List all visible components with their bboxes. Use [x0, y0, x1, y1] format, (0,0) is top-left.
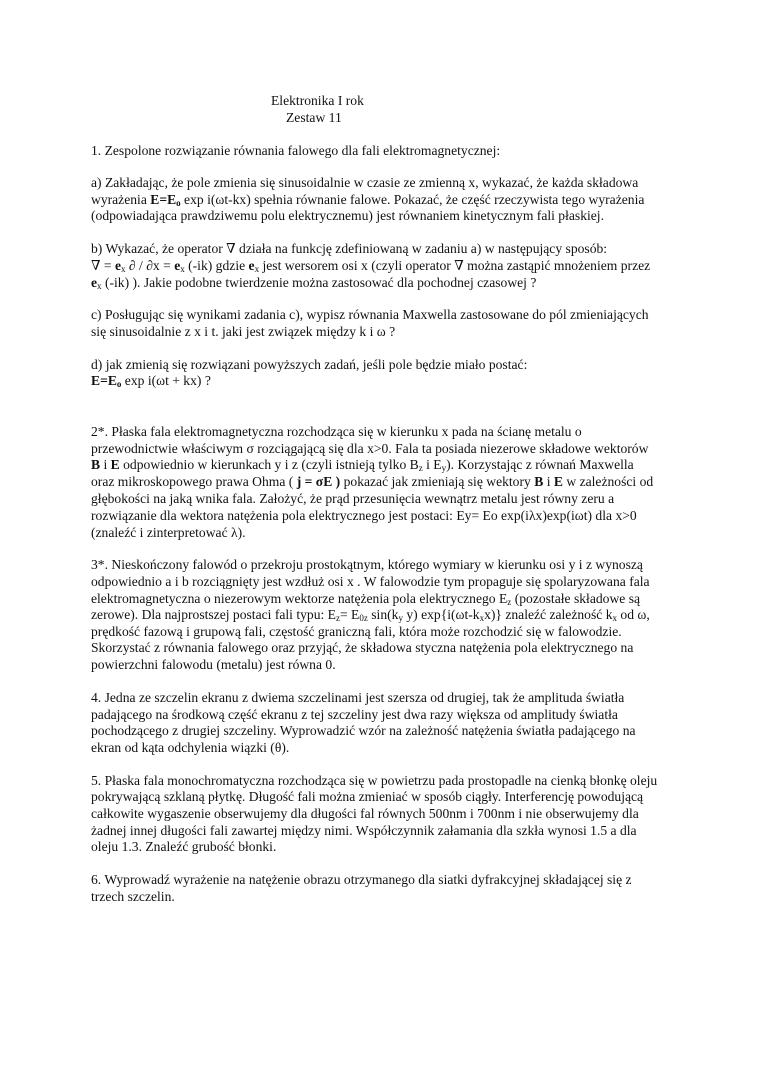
problem-5-line-4: żadnej innej długości fali zawartej między nimi. Współczynnik załamania dla szkła wynosi 1.5 a dla: [91, 823, 637, 838]
problem-2-line-4: oraz mikroskopowego prawa Ohma ( j = σE ) pokazać jak zmieniają się wektory B i E w zależności od: [91, 474, 654, 489]
equation-e-eo: $E=E_o$: [91, 373, 122, 389]
set-number: Zestaw 11: [286, 110, 342, 125]
problem-1b-line-3: $e_x$ (-ik) ). Jakie podobne twierdzenie można zastosować dla pochodnej czasowej ?: [91, 275, 537, 291]
problem-2-line-6: rozwiązanie dla wektora natężenia pola elektrycznego jest postaci: Ey= Eo exp(iλx)exp(iωt) dla x>0: [91, 508, 637, 523]
problem-6-line-1: 6. Wyprowadź wyrażenie na natężenie obrazu otrzymanego dla siatki dyfrakcyjnej składającej się z: [91, 872, 632, 887]
problem-2-line-5: głębokości na jaką wnika fala. Założyć, że prąd przesunięcia wewnątrz metalu jest równy zeru a: [91, 491, 615, 506]
problem-1d-line-1: d) jak zmienią się rozwiązani powyższych zadań, jeśli pole będzie miało postać:: [91, 357, 528, 372]
problem-4-line-3: pochodzącego z drugiej szczeliny. Wyprowadzić wzór na zależność natężenia światła padającego na: [91, 723, 636, 738]
problem-2-line-1: 2*. Płaska fala elektromagnetyczna rozchodząca się w kierunku x pada na ścianę metalu o: [91, 424, 582, 439]
problem-1b-line-1: b) Wykazać, że operator ∇ działa na funkcję zdefiniowaną w zadaniu a) w następujący sposób:: [91, 241, 608, 256]
ohm-law-equation: j = σE ): [296, 474, 341, 489]
problem-1c-line-2: się sinusoidalnie z x i t. jaki jest związek między k i ω ?: [91, 324, 396, 339]
problem-1b-line-2: ∇ = $e_x$ ∂ / $\partial x = e_x$ (-ik) gdzie $e_x$ jest wersorem osi x (czyli operator ∇ można zastąpić mnożeniem przez: [91, 258, 651, 274]
problem-3-line-4: zerowe). Dla najprostszej postaci fali typu: $E_z= E_{0z}$ $\sin(k_y$ y) $\exp\{i(\omega t-k_xx)\}$ znaleźć zależność $k_x$ od ω,: [91, 607, 650, 623]
problem-1d-line-2: $E=E_o$ exp i(ωt + kx) ?: [91, 373, 211, 389]
problem-1a-line-2: wyrażenia $E=E_o$ exp i(ωt-kx) spełnia równanie falowe. Pokazać, że część rzeczywista tego wyrażenia: [91, 192, 645, 208]
problem-5-line-1: 5. Płaska fala monochromatyczna rozchodząca się w powietrzu pada prostopadle na cienką błonkę oleju: [91, 773, 658, 788]
problem-3-line-2: odpowiednio a i b rozciągnięty jest wzdłuż osi x . W falowodzie tym propaguje się spolaryzowana fala: [91, 574, 650, 589]
problem-6-line-2: trzech szczelin.: [91, 889, 175, 904]
problem-4-line-2: padającego na środkową część ekranu z tej szczeliny jest dwa razy większa od amplitudy światła: [91, 707, 618, 722]
problem-2-line-2: przewodnictwie właściwym σ rozciągającą się dla x>0. Fala ta posiada niezerowe składowe wektorów: [91, 441, 649, 456]
problem-1a-line-3: (odpowiadająca prawdziwemu polu elektrycznemu) jest równaniem kinetycznym fali płaskiej.: [91, 208, 604, 223]
problem-3-line-5: prędkość fazową i grupową fali, częstość graniczną fali, która może rozchodzić się w falowodzie.: [91, 624, 622, 639]
document-title: Elektronika I rok: [271, 93, 364, 108]
problem-1-intro: 1. Zespolone rozwiązanie równania falowego dla fali elektromagnetycznej:: [91, 143, 501, 158]
problem-1a-line-1: a) Zakładając, że pole zmienia się sinusoidalnie w czasie ze zmienną x, wykazać, że każda składowa: [91, 175, 639, 190]
problem-2-line-7: (znaleźć i zinterpretować λ).: [91, 525, 246, 540]
problem-1c-line-1: c) Posługując się wynikami zadania c), wypisz równania Maxwella zastosowane do pól zmieniających: [91, 307, 649, 322]
problem-5-line-5: oleju 1.3. Znaleźć grubość błonki.: [91, 839, 277, 854]
problem-5-line-3: całkowite wygaszenie obserwujemy dla długości fal równych 500nm i 700nm i nie obserwujemy dla: [91, 806, 639, 821]
problem-5-line-2: pokrywającą szklaną płytkę. Długość fali można zmieniać w sposób ciągły. Interferencję powodującą: [91, 789, 644, 804]
equation-e-eo: $E=E_o$: [150, 192, 181, 208]
problem-3-line-7: powierzchni falowodu (metalu) jest równa 0.: [91, 657, 336, 672]
problem-4-line-1: 4. Jedna ze szczelin ekranu z dwiema szczelinami jest szersza od drugiej, tak że amplituda światła: [91, 690, 625, 705]
problem-3-line-1: 3*. Nieskończony falowód o przekroju prostokątnym, którego wymiary w kierunku osi y i z wynoszą: [91, 557, 643, 572]
problem-2-line-3: B i E odpowiednio w kierunkach y i z (czyli istnieją tylko $B_z$ i $E_y$). Korzystając z równań Maxwella: [91, 457, 634, 473]
problem-4-line-4: ekran od kąta odchylenia wiązki (θ).: [91, 740, 290, 755]
problem-3-line-3: elektromagnetyczna o niezerowym wektorze natężenia pola elektrycznego $E_z$ (pozostałe składowe są: [91, 591, 641, 607]
problem-3-line-6: Skorzystać z równania falowego oraz przyjąć, że składowa styczna natężenia pola elektrycznego na: [91, 640, 634, 655]
